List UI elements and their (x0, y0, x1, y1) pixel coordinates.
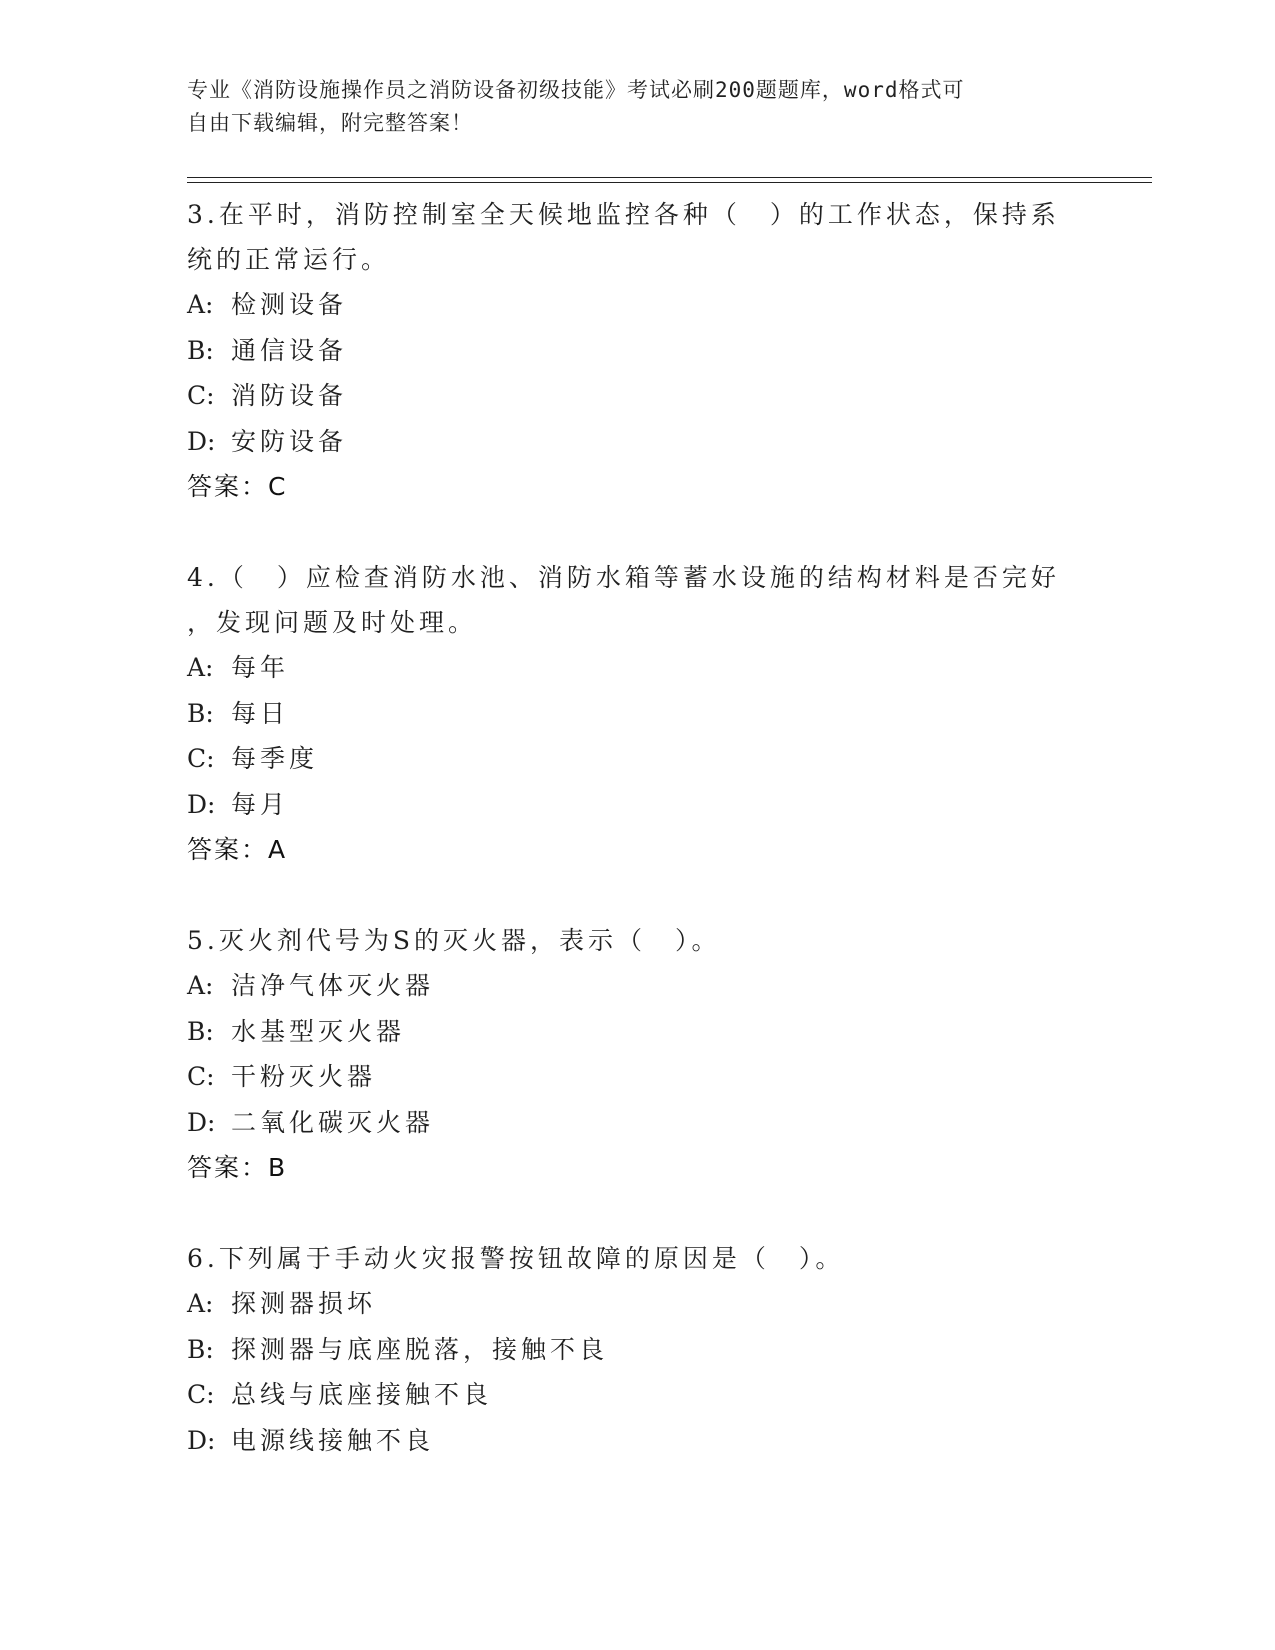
question-stem (187, 1236, 1087, 1281)
option-a (187, 963, 1087, 1009)
question-spacer (187, 509, 1087, 555)
option-d (187, 1100, 1087, 1146)
option-letter: D: (187, 1107, 216, 1137)
option-letter: C: (187, 1062, 215, 1091)
answer-value: A (268, 835, 287, 864)
answer-value: C (268, 472, 287, 501)
question-stem (187, 192, 1087, 282)
option-text: 每季度 (231, 744, 319, 773)
option-text: 安防设备 (231, 426, 348, 456)
option-a (187, 645, 1087, 691)
option-a (187, 282, 1087, 328)
header-divider-top (187, 177, 1152, 178)
option-text: 每日 (231, 698, 290, 728)
option-b (187, 691, 1087, 737)
document-header (187, 74, 1067, 140)
option-letter: A: (187, 653, 214, 682)
option-text: 每月 (231, 789, 290, 819)
header-line-1: 专业《消防设施操作员之消防设备初级技能》考试必刷200题题库，word格式可 (187, 78, 965, 102)
question-stem (187, 918, 1087, 963)
option-letter: C: (187, 381, 215, 410)
option-letter: B: (187, 1016, 214, 1046)
option-text: 电源线接触不良 (231, 1425, 435, 1455)
option-letter: C: (187, 744, 215, 773)
option-d (187, 419, 1087, 465)
option-letter: A: (187, 290, 214, 319)
question-5 (187, 918, 1087, 1190)
option-letter: C: (187, 1380, 215, 1409)
answer-label: 答案： (187, 472, 269, 501)
option-d (187, 1418, 1087, 1464)
option-text: 检测设备 (231, 290, 348, 319)
option-b (187, 328, 1087, 374)
answer-line (187, 1145, 1087, 1190)
option-text: 通信设备 (231, 335, 348, 365)
answer-line (187, 827, 1087, 872)
option-text: 每年 (231, 653, 290, 682)
question-3 (187, 192, 1087, 509)
option-c (187, 736, 1087, 782)
option-text: 二氧化碳灭火器 (231, 1107, 435, 1137)
question-stem-line: 5.灭火剂代号为S的灭火器，表示（ ）。 (187, 926, 721, 955)
question-list (187, 192, 1087, 1463)
option-letter: D: (187, 426, 216, 456)
option-text: 总线与底座接触不良 (231, 1380, 493, 1409)
answer-line (187, 464, 1087, 509)
option-letter: A: (187, 971, 214, 1000)
question-stem (187, 555, 1087, 645)
question-stem-line: 3.在平时，消防控制室全天候地监控各种（ ）的工作状态，保持系 (187, 200, 1060, 229)
option-text: 水基型灭火器 (231, 1016, 406, 1046)
option-b (187, 1009, 1087, 1055)
option-c (187, 373, 1087, 419)
answer-label: 答案： (187, 835, 269, 864)
header-divider-bottom (187, 182, 1152, 183)
header-line-2: 自由下载编辑，附完整答案！ (187, 111, 473, 135)
question-stem-line: ，发现问题及时处理。 (187, 608, 478, 637)
option-letter: B: (187, 1334, 214, 1364)
answer-label: 答案： (187, 1153, 269, 1182)
option-letter: A: (187, 1289, 214, 1318)
option-c (187, 1054, 1087, 1100)
question-stem-line: 统的正常运行。 (187, 245, 391, 274)
option-text: 探测器与底座脱落，接触不良 (231, 1334, 609, 1364)
option-text: 探测器损坏 (231, 1289, 377, 1318)
option-a (187, 1281, 1087, 1327)
question-stem-line: 4.（ ）应检查消防水池、消防水箱等蓄水设施的结构材料是否完好 (187, 563, 1060, 592)
option-letter: D: (187, 789, 216, 819)
option-letter: B: (187, 698, 214, 728)
option-letter: D: (187, 1425, 216, 1455)
question-spacer (187, 872, 1087, 918)
question-spacer (187, 1190, 1087, 1236)
question-4 (187, 555, 1087, 872)
option-b (187, 1327, 1087, 1373)
option-text: 消防设备 (231, 381, 348, 410)
option-d (187, 782, 1087, 828)
question-stem-line: 6.下列属于手动火灾报警按钮故障的原因是（ ）。 (187, 1244, 845, 1273)
option-text: 洁净气体灭火器 (231, 971, 435, 1000)
option-letter: B: (187, 335, 214, 365)
answer-value: B (268, 1153, 287, 1182)
option-text: 干粉灭火器 (231, 1062, 377, 1091)
question-6 (187, 1236, 1087, 1463)
option-c (187, 1372, 1087, 1418)
